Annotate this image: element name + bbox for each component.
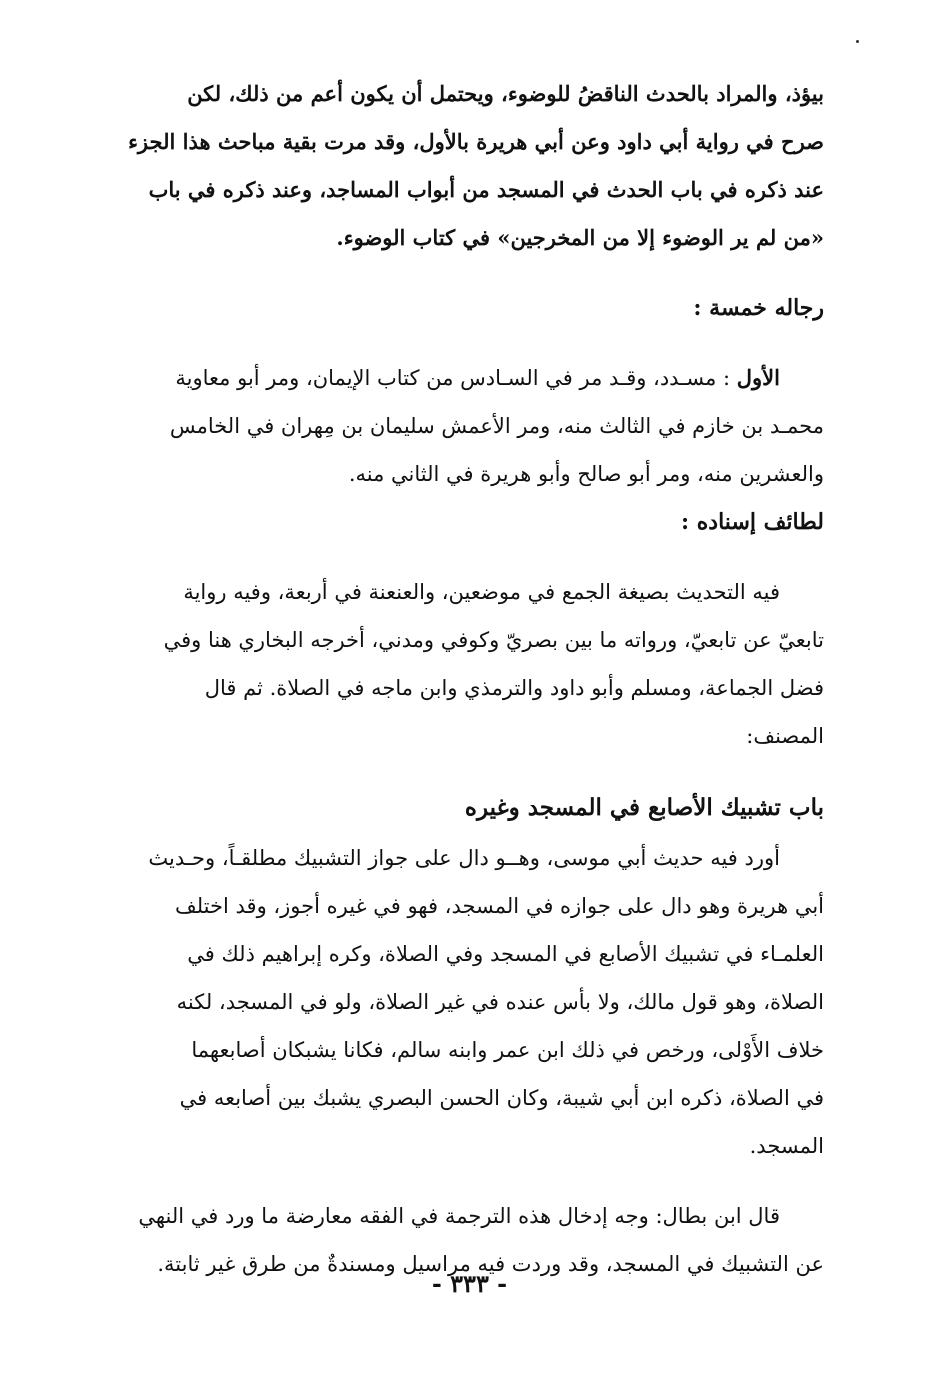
text-line: فيه التحديث بصيغة الجمع في موضعين، والعنعنة في أربعة، وفيه رواية [183,580,780,604]
text-line: فضل الجماعة، ومسلم وأبو داود والترمذي وابن ماجه في الصلاة. ثم قال [204,676,824,700]
text-line: أبي هريرة وهو دال على جوازه في المسجد، فهو في غيره أجوز، وقد اختلف [174,894,824,918]
spacer [118,1170,824,1192]
text-line [118,354,824,402]
text-line: عند ذكره في باب الحدث في المسجد من أبواب المساجد، وعند ذكره في باب [148,177,824,202]
text-line: في الصلاة، ذكره ابن أبي شيبة، وكان الحسن البصري يشبك بين أصابعه في [179,1086,824,1110]
spacer [118,332,824,354]
spacer [118,760,824,782]
text-line: قال ابن بطال: وجه إدخال هذه الترجمة في الفقه معارضة ما ورد في النهي [138,1204,780,1228]
narrators-heading: رجاله خمسة : [693,295,824,321]
text-line: والعشرين منه، ومر أبو صالح وأبو هريرة في الثاني منه. [348,462,824,486]
isnad-heading: لطائف إسناده : [681,509,824,535]
page-speck [856,40,859,43]
text-line: أورد فيه حديث أبي موسى، وهــو دال على جواز التشبيك مطلقـاً، وحـديث [148,846,780,870]
book-page-body [118,70,824,1310]
text-line: الصلاة، وهو قول مالك، ولا بأس عنده في غير الصلاة، ولو في المسجد، لكنه [176,990,824,1014]
text-line: محمـد بن خازم في الثالث منه، ومر الأعمش سليمان بن مِهران في الخامس [169,414,824,438]
page-number: - ٣٣٣ - [431,1269,508,1298]
text-line: العلمـاء في تشبيك الأصابع في المسجد وفي الصلاة، وكره إبراهيم ذلك في [187,942,824,966]
narrators-paragraph [118,354,824,498]
text-line: تابعيّ عن تابعيّ، ورواته ما بين بصريّ وكوفي ومدني، أخرجه البخاري هنا وفي [163,628,824,652]
chapter-title: باب تشبيك الأصابع في المسجد وغيره [464,794,824,821]
text-line: المسجد. [749,1134,824,1158]
spacer [118,546,824,568]
text-line: بيؤذ، والمراد بالحدث الناقضُ للوضوء، ويحتمل أن يكون أعم من ذلك، لكن [187,81,824,106]
text-line: خلاف الأَوْلى، ورخص في ذلك ابن عمر وابنه سالم، فكانا يشبكان أصابعهما [191,1038,824,1062]
narrator-lead: الأول [736,365,780,390]
text-line: صرح في رواية أبي داود وعن أبي هريرة بالأول، وقد مرت بقية مباحث هذا الجزء [128,129,824,154]
spacer [118,262,824,284]
narrator-text: : مسـدد، وقـد مر في السـادس من كتاب الإيمان، ومر أبو معاوية [175,366,731,390]
isnad-paragraph [118,568,824,760]
text-line: المصنف: [746,724,824,748]
text-line: عن التشبيك في المسجد، وقد وردت فيه مراسيل ومسندةٌ من طرق غير ثابتة. [157,1252,824,1276]
text-line: «من لم ير الوضوء إلا من المخرجين» في كتاب الوضوء. [336,225,824,250]
opening-paragraph [118,70,824,262]
chapter-paragraph-1 [118,834,824,1170]
